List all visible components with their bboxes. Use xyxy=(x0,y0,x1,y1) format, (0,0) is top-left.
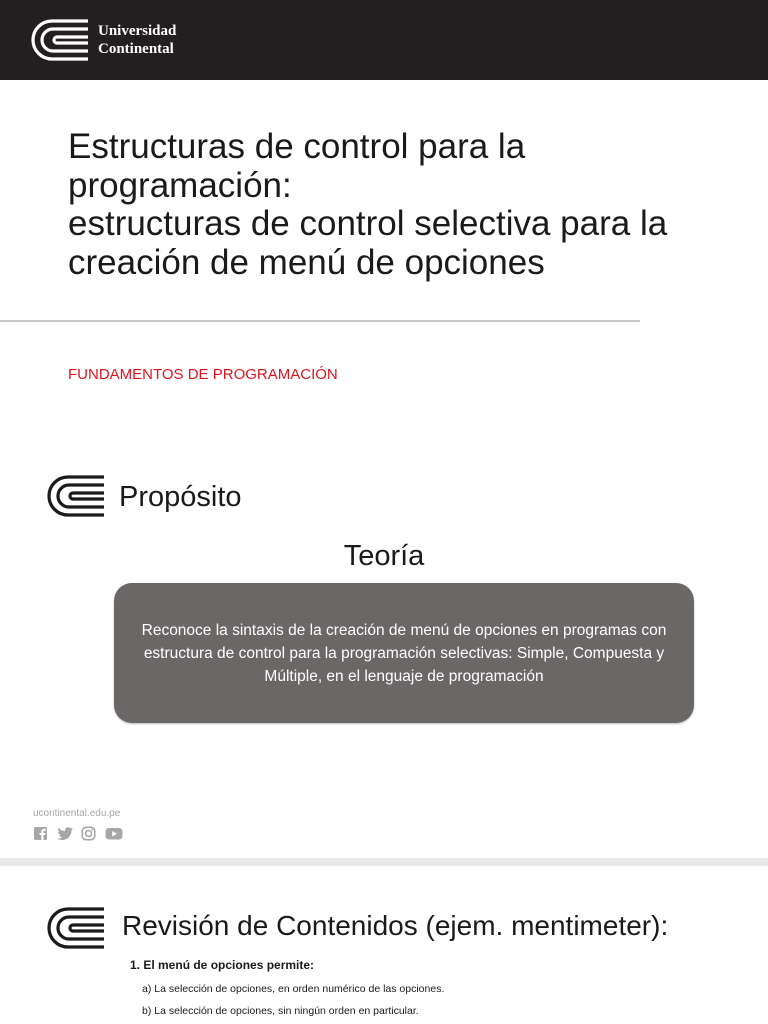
title-line: estructuras de control selectiva para la xyxy=(68,204,668,243)
youtube-icon[interactable] xyxy=(105,826,123,841)
instagram-icon[interactable] xyxy=(81,826,96,841)
continental-logo-icon xyxy=(46,906,106,950)
footer-url: ucontinental.edu.pe xyxy=(33,808,121,819)
brand-name xyxy=(98,22,176,58)
title-line: creación de menú de opciones xyxy=(68,242,545,282)
question-option[interactable]: b) La selección de opciones, sin ningún orden en particular. xyxy=(142,1005,419,1017)
slide-review xyxy=(0,866,768,1024)
course-name: FUNDAMENTOS DE PROGRAMACIÓN xyxy=(68,366,338,383)
question-title: 1. El menú de opciones permite: xyxy=(130,958,315,972)
twitter-icon[interactable] xyxy=(57,826,72,841)
purpose-box xyxy=(114,583,694,723)
header-bar xyxy=(0,0,768,80)
purpose-heading: Propósito xyxy=(119,481,242,513)
continental-logo-icon xyxy=(46,474,106,518)
social-icons xyxy=(33,826,123,841)
brand-line-2: Continental xyxy=(98,41,174,57)
title-line: programación: xyxy=(68,165,292,205)
title-line: Estructuras de control para la xyxy=(68,127,526,166)
review-heading: Revisión de Contenidos (ejem. mentimeter): xyxy=(122,910,669,941)
presentation-title xyxy=(68,128,758,282)
facebook-icon[interactable] xyxy=(33,826,48,841)
purpose-text: Reconoce la sintaxis de la creación de menú de opciones en programas con estructura de control para la programación selectivas: Simple, Compuesta y Múltiple, en el lenguaje de programación xyxy=(141,621,667,685)
continental-logo-icon xyxy=(30,18,90,62)
purpose-subheading: Teoría xyxy=(343,540,425,572)
title-divider xyxy=(0,320,640,322)
brand-line-1: Universidad xyxy=(98,23,177,39)
question-option[interactable]: a) La selección de opciones, en orden numérico de las opciones. xyxy=(142,983,445,995)
